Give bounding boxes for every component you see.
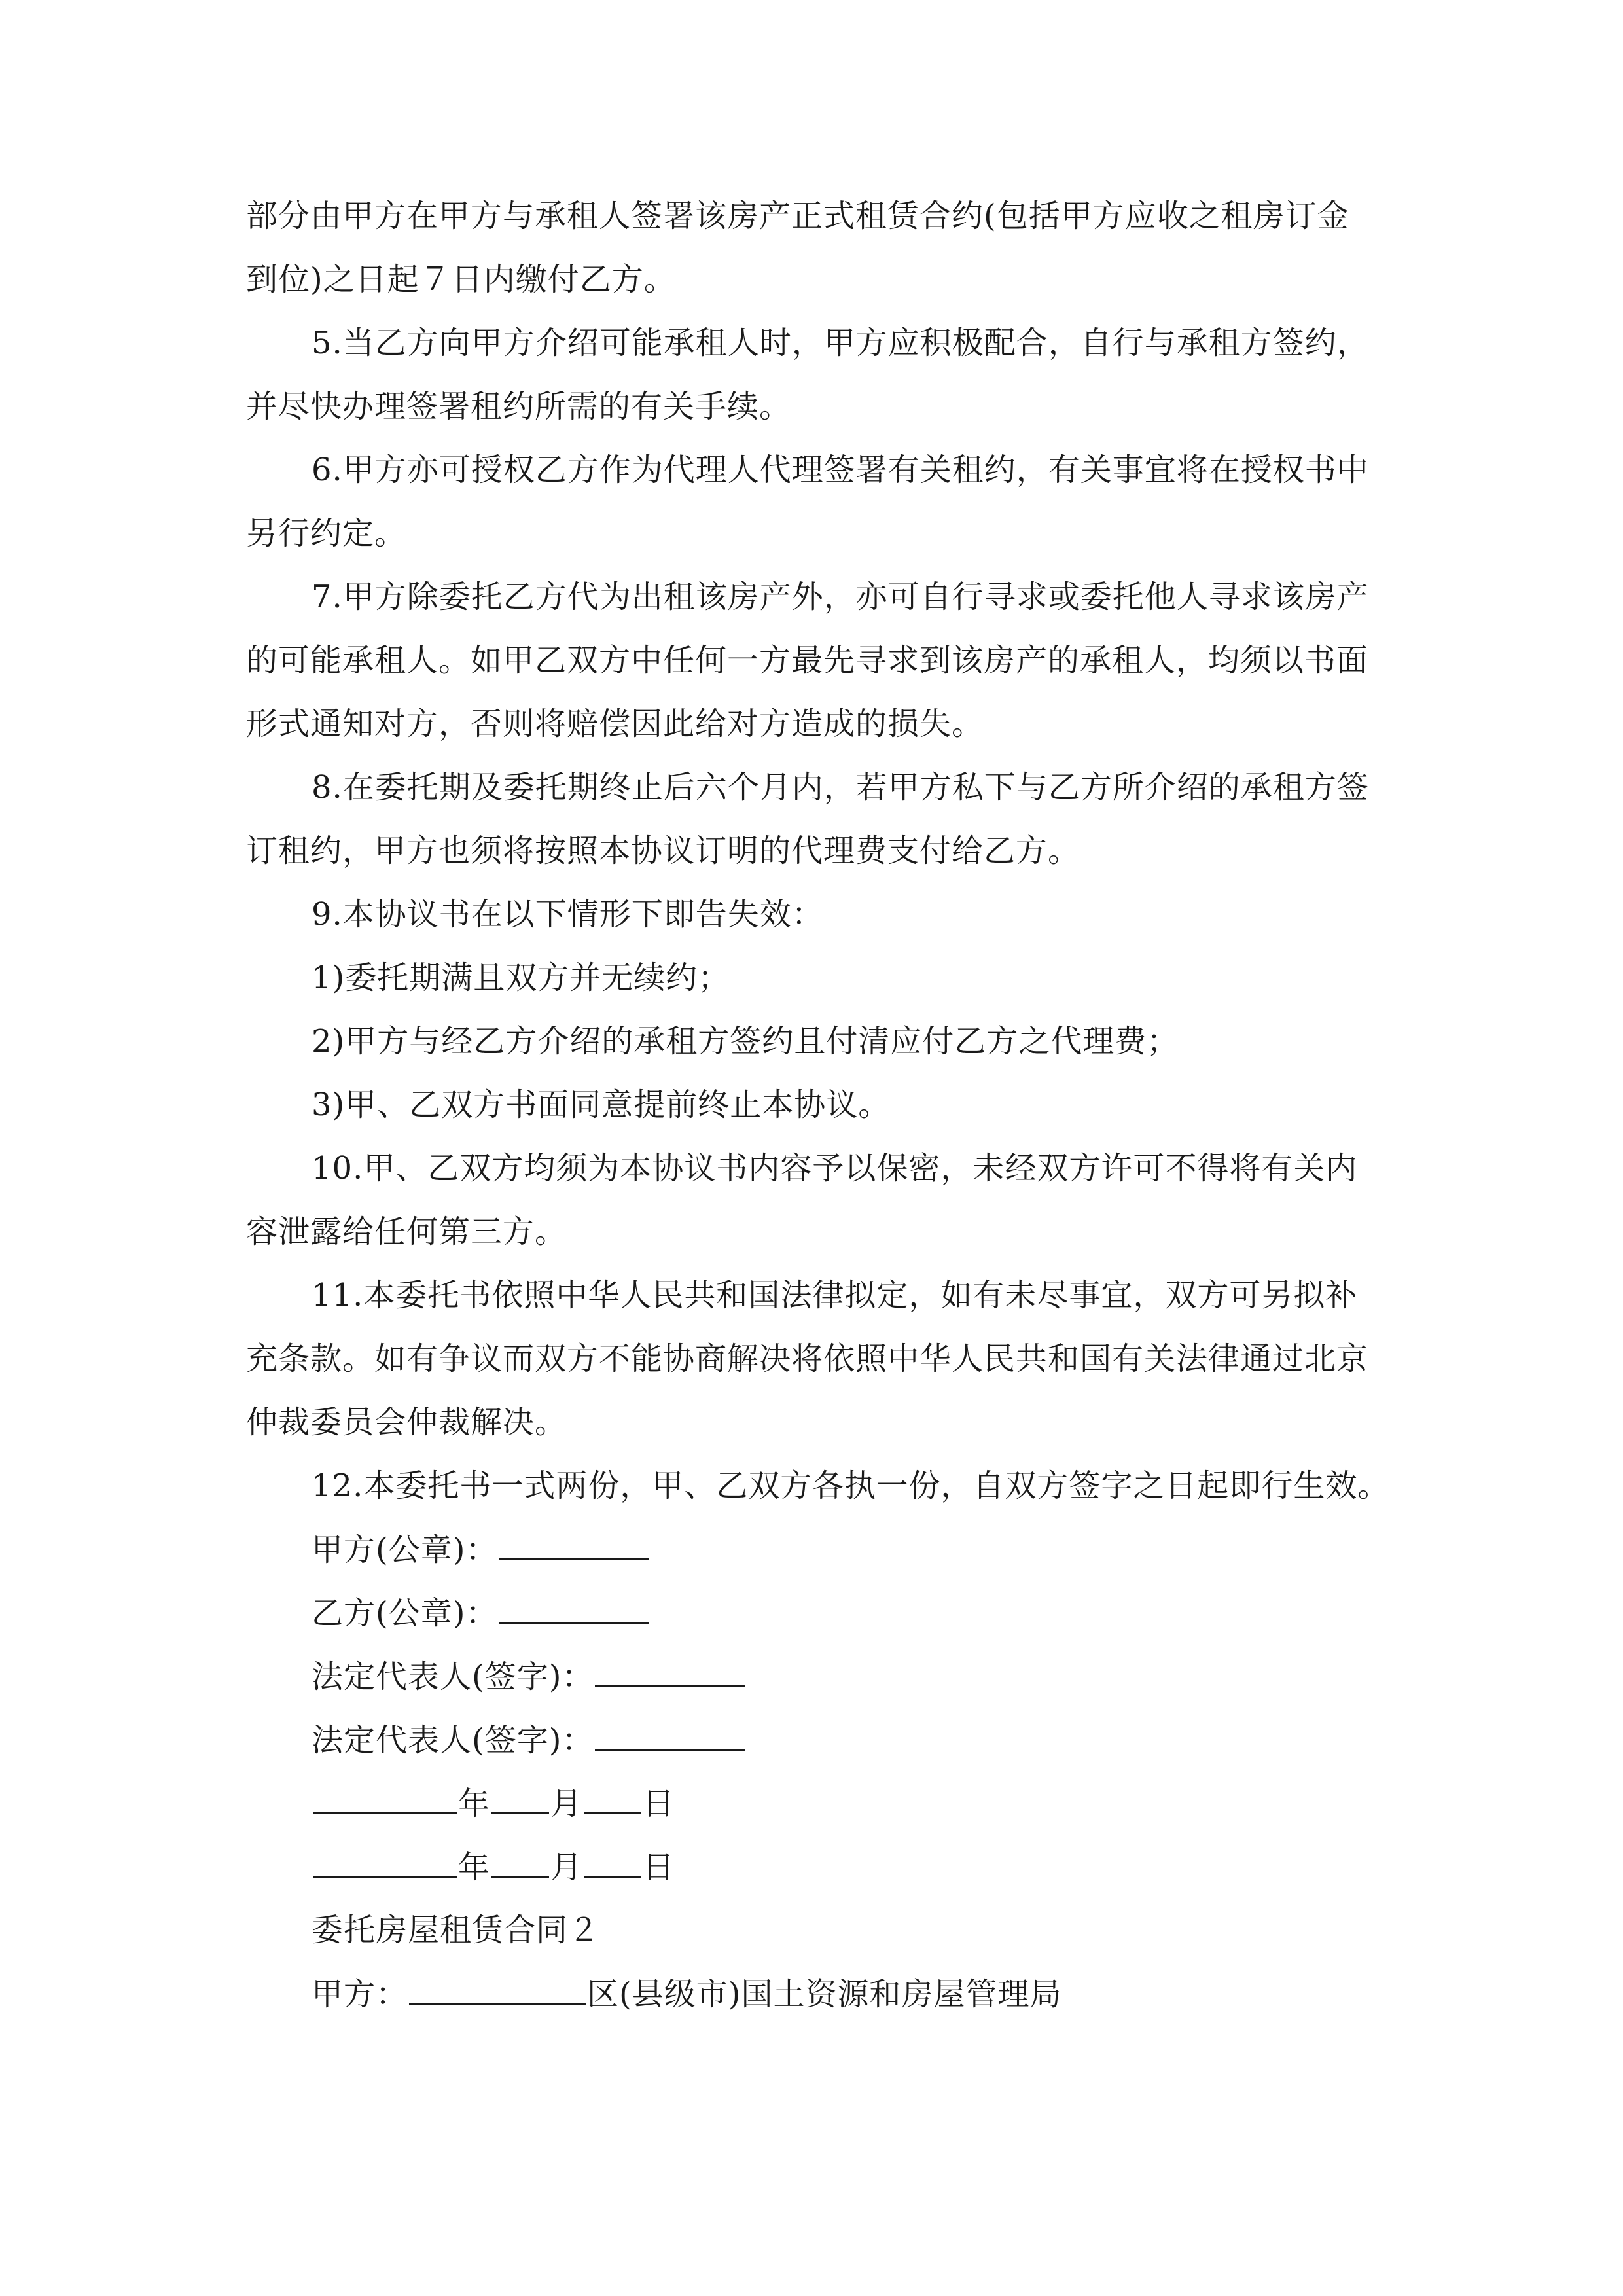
- party-b-seal-label: 乙方(公章)：: [312, 1595, 498, 1632]
- rep-2-sign-label: 法定代表人(签字)：: [312, 1722, 594, 1759]
- next-party-a-label: 甲方：: [312, 1976, 408, 2013]
- day-char: 日: [643, 1785, 675, 1822]
- party-b-seal-line: [312, 1593, 651, 1632]
- day-blank: [584, 1847, 641, 1878]
- rep-2-sign-line: [312, 1720, 747, 1759]
- date-line-2: [312, 1847, 675, 1886]
- clause-8: 8.在委托期及委托期终止后六个月内，若甲方私下与乙方所介绍的承租方签: [312, 769, 1369, 806]
- paragraph-line: 另行约定。: [246, 515, 407, 552]
- rep-2-sign-blank: [595, 1720, 745, 1751]
- year-blank: [313, 1784, 457, 1814]
- clause-12: 12.本委托书一式两份，甲、乙双方各执一份，自双方签字之日起即行生效。: [312, 1467, 1390, 1504]
- next-contract-title: 委托房屋租赁合同２: [312, 1912, 601, 1948]
- date-line-1: [312, 1784, 675, 1823]
- rep-1-sign-label: 法定代表人(签字)：: [312, 1659, 594, 1695]
- month-char: 月: [550, 1785, 583, 1822]
- party-a-seal-blank: [499, 1530, 649, 1560]
- paragraph-line: 仲裁委员会仲裁解决。: [246, 1404, 567, 1441]
- paragraph-line: 形式通知对方，否则将赔偿因此给对方造成的损失。: [246, 706, 984, 742]
- sub-clause-2: 2)甲方与经乙方介绍的承租方签约且付清应付乙方之代理费；: [312, 1023, 1179, 1060]
- day-char: 日: [643, 1849, 675, 1886]
- paragraph-line: 订租约，甲方也须将按照本协议订明的代理费支付给乙方。: [246, 833, 1080, 869]
- paragraph-line: 容泄露给任何第三方。: [246, 1213, 567, 1250]
- paragraph-line: 并尽快办理签署租约所需的有关手续。: [246, 388, 792, 425]
- clause-6: 6.甲方亦可授权乙方作为代理人代理签署有关租约，有关事宜将在授权书中: [312, 452, 1369, 488]
- year-blank: [313, 1847, 457, 1878]
- clause-5: 5.当乙方向甲方介绍可能承租人时，甲方应积极配合，自行与承租方签约，: [312, 325, 1369, 361]
- party-a-seal-label: 甲方(公章)：: [312, 1532, 498, 1568]
- day-blank: [584, 1784, 641, 1814]
- party-b-seal-blank: [499, 1593, 649, 1624]
- paragraph-line: 部分由甲方在甲方与承租人签署该房产正式租赁合约(包括甲方应收之租房订金: [246, 198, 1349, 234]
- clause-9: 9.本协议书在以下情形下即告失效：: [312, 896, 824, 933]
- paragraph-line: 充条款。如有争议而双方不能协商解决将依照中华人民共和国有关法律通过北京: [246, 1340, 1369, 1377]
- next-party-a-line: [312, 1974, 1061, 2013]
- rep-1-sign-line: [312, 1657, 747, 1696]
- year-char: 年: [458, 1785, 491, 1822]
- paragraph-line: 到位)之日起７日内缴付乙方。: [246, 261, 676, 298]
- rep-1-sign-blank: [595, 1657, 745, 1687]
- month-blank: [491, 1784, 549, 1814]
- year-char: 年: [458, 1849, 491, 1886]
- clause-7: 7.甲方除委托乙方代为出租该房产外，亦可自行寻求或委托他人寻求该房产: [312, 579, 1369, 615]
- month-char: 月: [550, 1849, 583, 1886]
- clause-10: 10.甲、乙双方均须为本协议书内容予以保密，未经双方许可不得将有关内: [312, 1150, 1358, 1187]
- clause-11: 11.本委托书依照中华人民共和国法律拟定，如有未尽事宜，双方可另拟补: [312, 1277, 1358, 1314]
- district-blank: [409, 1974, 586, 2005]
- paragraph-line: 的可能承租人。如甲乙双方中任何一方最先寻求到该房产的承租人，均须以书面: [246, 642, 1369, 679]
- sub-clause-1: 1)委托期满且双方并无续约；: [312, 960, 730, 996]
- month-blank: [491, 1847, 549, 1878]
- sub-clause-3: 3)甲、乙双方书面同意提前终止本协议。: [312, 1086, 891, 1123]
- next-party-a-suffix: 区(县级市)国土资源和房屋管理局: [587, 1976, 1062, 2013]
- party-a-seal-line: [312, 1530, 651, 1569]
